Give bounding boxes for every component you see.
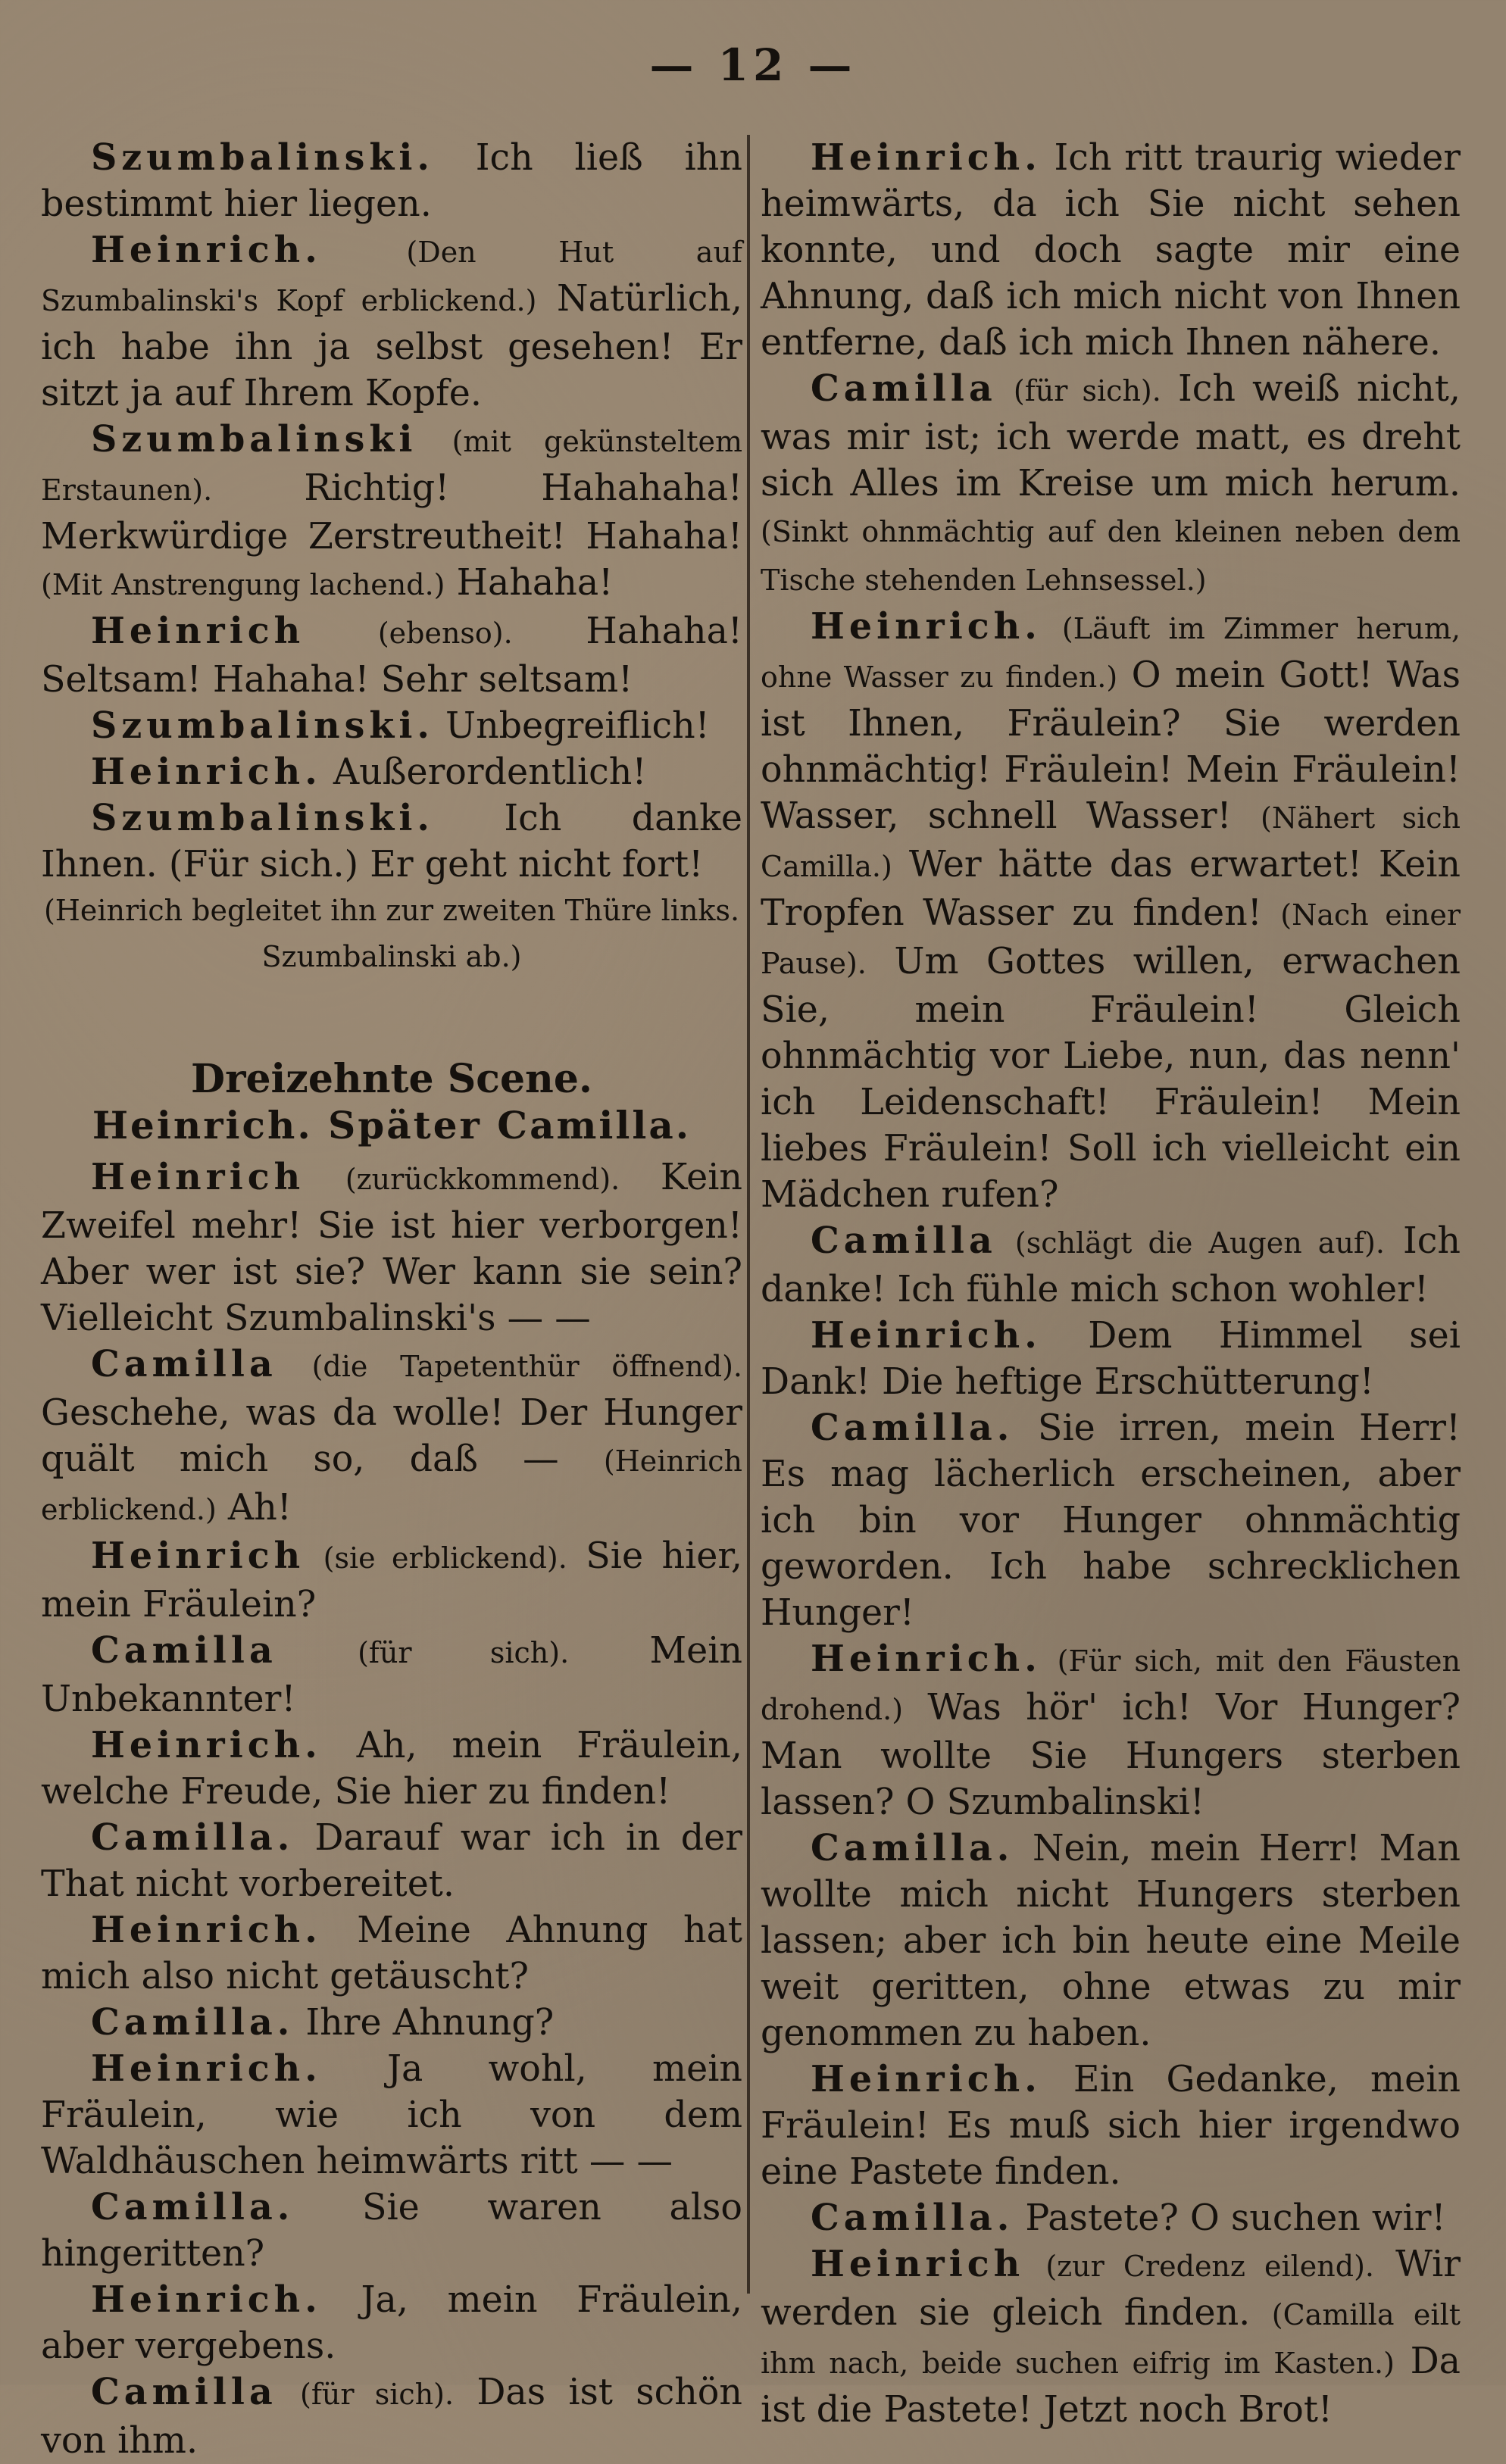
speaker-name: Heinrich. [91,229,322,271]
dialogue-paragraph [761,1218,1461,1313]
dialogue-text: Richtig! Hahahaha! Merkwürdige Zerstreutheit! Hahaha! [41,467,742,557]
left-column [41,135,742,2464]
dialogue-text: Meine Ahnung hat mich also nicht getäuscht? [41,1910,742,1997]
speaker-name: Camilla. [811,1827,1014,1869]
dialogue-text: Er sitzt ja auf Ihrem Kopfe. [41,326,742,414]
dialogue-text: Mein Unbekannter! [41,1630,742,1720]
speaker-name: Camilla [91,2371,277,2413]
dialogue-paragraph [41,135,742,227]
stage-direction: (zurückkommend). [345,1163,620,1196]
dialogue-text: Soll ich vielleicht ein Mädchen rufen? [761,1128,1461,1216]
stage-direction: (Nähert sich Camilla.) [761,801,1461,883]
right-column [761,135,1461,2433]
dialogue-paragraph [761,135,1461,366]
dialogue-text: Ich ritt traurig wieder heimwärts, da ich Sie nicht sehen konnte, und doch sagte mir eine Ahnung, daß ich mich nicht von Ihnen entferne, daß ich mich Ihnen nähere. [761,137,1461,364]
speaker-name: Szumbalinski [91,418,417,461]
stage-direction: (für sich). [358,1636,570,1669]
speaker-name: Heinrich. [811,1638,1042,1680]
dialogue-text: Da ist die Pastete! Jetzt noch Brot! [761,2341,1461,2431]
dialogue-paragraph [761,604,1461,1218]
speaker-name: Camilla. [811,1407,1014,1449]
dialogue-paragraph [41,2000,742,2046]
dialogue-paragraph [41,1628,742,1722]
dialogue-paragraph [41,608,742,703]
dialogue-paragraph [41,2369,742,2464]
dialogue-text: Sie hier, mein Fräulein? [41,1535,742,1625]
dialogue-paragraph [41,1533,742,1628]
speaker-name: Camilla [811,367,997,410]
dialogue-text: O mein Gott! Was ist Ihnen, Fräulein? Sie werden ohnmächtig! Fräulein! Mein Fräulein! Wasser, schnell Wasser! [761,654,1461,837]
stage-direction: (Camilla eilt ihm nach, beide suchen eifrig im Kasten.) [761,2298,1461,2380]
dialogue-paragraph [761,1405,1461,1636]
exit-direction: (Heinrich begleitet ihn zur zweiten Thüre links. Szumbalinski ab.) [43,894,740,973]
right-dialogue-block [761,135,1461,2433]
dialogue-text: Ich danke! Ich fühle mich schon wohler! [761,1220,1461,1310]
dialogue-paragraph [41,703,742,749]
dialogue-paragraph [41,1154,742,1341]
dialogue-text: Natürlich, ich habe ihn ja selbst gesehen! [41,278,742,368]
dialogue-text: Hahaha! Seltsam! Hahaha! Sehr seltsam! [41,611,742,701]
dialogue-text: Sie irren, mein Herr! Es mag lächerlich erscheinen, aber ich bin vor Hunger ohnmächtig geworden. Ich habe schrecklichen Hunger! [761,1407,1461,1634]
stage-direction: (für sich). [300,2378,455,2411]
dialogue-text: Wer hätte das erwartet! Kein Tropfen Wasser zu finden! [761,844,1461,934]
dialogue-paragraph [761,1313,1461,1405]
left-dialogue-block-1 [41,135,742,888]
dialogue-paragraph [41,2046,742,2184]
dialogue-text: Um Gottes willen, erwachen Sie, mein Fräulein! Gleich ohnmächtig vor Liebe, nun, das nenn' ich Leidenschaft! Fräulein! Mein liebes Fräulein! [761,941,1461,1170]
stage-direction: (sie erblickend). [323,1541,567,1575]
dialogue-text: Das ist schön von ihm. [41,2372,742,2462]
speaker-name: Camilla. [91,1816,295,1859]
column-divider [747,135,750,2294]
dialogue-paragraph [41,795,742,888]
dialogue-paragraph [761,2241,1461,2433]
dialogue-paragraph [41,749,742,795]
speaker-name: Heinrich. [91,1724,322,1766]
speaker-name: Heinrich [91,1535,305,1577]
speaker-name: Camilla. [91,2186,295,2228]
dialogue-paragraph [761,2195,1461,2241]
speaker-name: Heinrich. [811,605,1042,648]
speaker-name: Heinrich. [91,751,322,793]
speaker-name: Heinrich. [811,136,1042,179]
dialogue-paragraph [41,1722,742,1815]
dialogue-text: Pastete? O suchen wir! [1025,2197,1446,2239]
speaker-name: Camilla. [811,2197,1014,2239]
stage-direction: (Heinrich erblickend.) [41,1444,742,1526]
speaker-name: Camilla [811,1220,997,1262]
speaker-name: Heinrich. [811,1314,1042,1357]
dialogue-paragraph [41,1907,742,2000]
speaker-name: Heinrich. [91,1909,322,1951]
dialogue-text: Ah! [227,1487,292,1529]
stage-direction: (ebenso). [377,617,513,650]
dialogue-text: Ah, mein Fräulein, welche Freude, Sie hier zu finden! [41,1725,742,1813]
stage-direction: (Für sich, mit den Fäusten drohend.) [761,1644,1461,1726]
dialogue-paragraph [761,366,1461,604]
dialogue-paragraph [41,1815,742,1907]
stage-direction: (für sich). [1013,374,1161,408]
speaker-name: Szumbalinski. [91,704,434,747]
dialogue-paragraph [761,1636,1461,1825]
dialogue-text: Wir werden sie gleich finden. [761,2244,1461,2334]
speaker-name: Szumbalinski. [91,797,434,839]
dialogue-text: Ich weiß nicht, was mir ist; ich werde matt, es dreht sich Alles im Kreise um mich herum. [761,368,1461,504]
speaker-name: Camilla [91,1629,277,1672]
dialogue-paragraph [41,1341,742,1533]
stage-direction: (Nach einer Pause). [761,898,1461,980]
dialogue-text: Hahaha! [456,562,614,604]
stage-direction: (Läuft im Zimmer herum, ohne Wasser zu finden.) [761,612,1461,694]
speaker-name: Heinrich [91,610,305,652]
dialogue-text: Ihre Ahnung? [305,2002,555,2044]
speaker-name: Heinrich. [91,2047,322,2090]
dialogue-paragraph [41,227,742,417]
dialogue-text: Nein, mein Herr! Man wollte mich nicht Hungers sterben lassen; aber ich bin heute eine Meile weit geritten, ohne etwas zu mir genommen zu haben. [761,1828,1461,2054]
scene-persons: Heinrich. Später Camilla. [92,1103,692,1148]
dialogue-text: Ja, mein Fräulein, aber vergebens. [41,2279,742,2367]
dialogue-text: O Szumbalinski! [905,1782,1204,1823]
stage-direction: (Den Hut auf Szumbalinski's Kopf erblickend.) [41,236,742,317]
stage-direction: (Sinkt ohnmächtig auf den kleinen neben dem Tische stehenden Lehnsessel.) [761,515,1461,597]
speaker-name: Camilla. [91,2001,295,2044]
stage-direction: (schlägt die Augen auf). [1014,1226,1385,1260]
dialogue-text: Geschehe, was da wolle! Der Hunger quält mich so, daß — [41,1392,742,1480]
dialogue-paragraph [41,417,742,608]
dialogue-paragraph [41,2184,742,2277]
stage-direction: (Mit Anstrengung lachend.) [41,568,445,601]
dialogue-text: Ich danke Ihnen. (Für sich.) Er geht nicht fort! [41,798,742,885]
dialogue-text: Sie waren also hingeritten? [41,2187,742,2275]
scene-title: Dreizehnte Scene. [190,1056,593,1102]
dialogue-text: Ein Gedanke, mein Fräulein! Es muß sich hier irgendwo eine Pastete finden. [761,2059,1461,2193]
dialogue-text: Dem Himmel sei Dank! Die heftige Erschütterung! [761,1315,1461,1403]
speaker-name: Heinrich. [91,2278,322,2321]
dialogue-text: Was hör' ich! Vor Hunger? Man wollte Sie Hungers sterben lassen? [761,1687,1461,1823]
stage-direction: (zur Credenz eilend). [1045,2250,1374,2283]
left-dialogue-block-2 [41,1154,742,2464]
dialogue-paragraph [41,2277,742,2369]
speaker-name: Camilla [91,1343,277,1385]
dialogue-text: Außerordentlich! [333,751,647,793]
page-number: — 12 — [649,39,857,91]
dialogue-text: Kein Zweifel mehr! Sie ist hier verborgen! Aber wer ist sie? Wer kann sie sein? Vielleicht Szumbalinski's — — [41,1157,742,1339]
speaker-name: Heinrich [91,1156,305,1198]
dialogue-paragraph [761,2056,1461,2195]
dialogue-text: Darauf war ich in der That nicht vorbereitet. [41,1817,742,1905]
speaker-name: Szumbalinski. [91,136,434,179]
dialogue-text: Ich ließ ihn bestimmt hier liegen. [41,137,742,225]
dialogue-paragraph [761,1825,1461,2056]
dialogue-text: Unbegreiflich! [445,705,710,747]
speaker-name: Heinrich. [811,2058,1042,2100]
dialogue-text: Ja wohl, mein Fräulein, wie ich von dem Waldhäuschen heimwärts ritt — — [41,2048,742,2182]
stage-direction: (mit gekünsteltem Erstaunen). [41,425,742,507]
speaker-name: Heinrich [811,2243,1025,2285]
stage-direction: (die Tapetenthür öffnend). [311,1350,742,1383]
